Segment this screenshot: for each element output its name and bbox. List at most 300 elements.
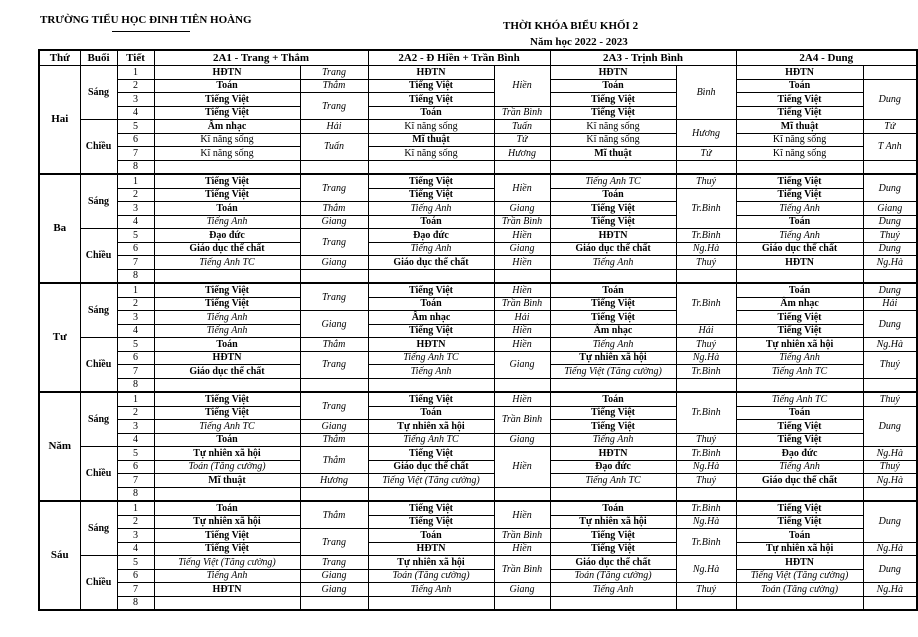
period-cell: 4 — [117, 106, 154, 120]
subject-cell: Kĩ năng sống — [154, 133, 300, 147]
school-name: TRƯỜNG TIỂU HỌC ĐINH TIÊN HOÀNG — [40, 14, 252, 26]
day-cell: Tư — [39, 283, 80, 392]
subject-cell: Mĩ thuật — [154, 474, 300, 488]
teacher-cell — [494, 378, 550, 392]
subject-cell: Toán — [368, 297, 494, 311]
teacher-cell: Tứ — [863, 120, 917, 134]
teacher-cell: Hiền — [494, 501, 550, 529]
teacher-cell: Thắm — [300, 433, 368, 447]
subject-cell: Toán — [368, 215, 494, 229]
subject-cell: Giáo dục thể chất — [550, 242, 676, 256]
subject-cell: Toán — [736, 79, 863, 93]
table-row — [39, 106, 917, 120]
subject-cell: Đạo đức — [368, 229, 494, 243]
subject-cell: Tự nhiên xã hội — [736, 338, 863, 352]
subject-cell: Toán — [550, 79, 676, 93]
subject-cell: Tiếng Việt — [550, 215, 676, 229]
subject-cell: Toán — [154, 501, 300, 515]
teacher-cell: Tr.Bình — [676, 501, 736, 515]
teacher-cell — [300, 596, 368, 610]
col-header-2a4: 2A4 - Dung — [736, 50, 917, 66]
col-header-day: Thứ — [39, 50, 80, 66]
subject-cell: HĐTN — [368, 338, 494, 352]
subject-cell: Tiếng Việt — [154, 542, 300, 556]
period-cell: 7 — [117, 583, 154, 597]
teacher-cell — [676, 596, 736, 610]
subject-cell: HĐTN — [154, 66, 300, 80]
period-cell: 4 — [117, 433, 154, 447]
teacher-cell: Thuý — [863, 229, 917, 243]
subject-cell — [494, 487, 550, 501]
table-row — [39, 93, 917, 107]
subject-cell: Tiếng Việt — [368, 515, 494, 529]
table-row — [39, 338, 917, 352]
subject-cell: Tiếng Việt — [736, 311, 863, 325]
subject-cell: Tiếng Việt — [550, 420, 676, 434]
school-underline — [112, 31, 190, 32]
teacher-cell: Thắm — [300, 79, 368, 93]
subject-cell: Tiếng Việt — [154, 93, 300, 107]
teacher-cell — [676, 378, 736, 392]
subject-cell: Toán — [154, 79, 300, 93]
subject-cell: Tiếng Việt — [368, 324, 494, 338]
subject-cell: Tiếng Việt (Tăng cường) — [736, 569, 863, 583]
teacher-cell: Hiền — [494, 338, 550, 352]
subject-cell: Tiếng Việt — [550, 202, 676, 216]
teacher-cell: Hải — [676, 324, 736, 338]
subject-cell: Tiếng Việt — [368, 93, 494, 107]
period-cell: 3 — [117, 529, 154, 543]
header-row — [39, 50, 917, 66]
table-row — [39, 447, 917, 461]
subject-cell: Tự nhiên xã hội — [368, 556, 494, 570]
subject-cell: Tự nhiên xã hội — [154, 515, 300, 529]
teacher-cell: Giang — [494, 202, 550, 216]
teacher-cell: Ng.Hà — [676, 242, 736, 256]
teacher-cell: Dung — [863, 79, 917, 120]
session-cell: Chiều — [80, 229, 117, 284]
subject-cell: Toán (Tăng cường) — [550, 569, 676, 583]
session-cell: Sáng — [80, 66, 117, 120]
table-row — [39, 174, 917, 188]
teacher-cell: Hiền — [494, 324, 550, 338]
subject-cell: HĐTN — [736, 256, 863, 270]
teacher-cell: Trang — [300, 283, 368, 311]
teacher-cell: Trần Bình — [494, 106, 550, 120]
subject-cell — [368, 160, 494, 174]
subject-cell: Tiếng Việt — [550, 406, 676, 420]
subject-cell: Tiếng Anh — [550, 338, 676, 352]
subject-cell: HĐTN — [154, 583, 300, 597]
table-row — [39, 147, 917, 161]
subject-cell: Tiếng Việt — [368, 447, 494, 461]
session-cell: Chiều — [80, 338, 117, 393]
subject-cell: HĐTN — [154, 351, 300, 365]
subject-cell: HĐTN — [368, 66, 494, 80]
teacher-cell — [494, 160, 550, 174]
teacher-cell: Tứ — [676, 147, 736, 161]
teacher-cell: Trang — [300, 174, 368, 202]
table-row — [39, 392, 917, 406]
subject-cell: Tiếng Việt — [736, 188, 863, 202]
period-cell: 5 — [117, 229, 154, 243]
subject-cell — [154, 487, 300, 501]
subject-cell: Tự nhiên xã hội — [550, 351, 676, 365]
teacher-cell: Dung — [863, 406, 917, 447]
table-row — [39, 569, 917, 583]
subject-cell — [550, 160, 676, 174]
subject-cell: Tiếng Anh — [736, 229, 863, 243]
period-cell: 1 — [117, 283, 154, 297]
subject-cell: Mĩ thuật — [368, 133, 494, 147]
subject-cell: Tiếng Việt — [368, 283, 494, 297]
teacher-cell — [863, 596, 917, 610]
table-row — [39, 120, 917, 134]
subject-cell: Kĩ năng sống — [154, 147, 300, 161]
subject-cell: Tiếng Việt — [736, 515, 863, 529]
teacher-cell: Ng.Hà — [676, 556, 736, 583]
subject-cell: Toán — [736, 283, 863, 297]
subject-cell: Tiếng Anh TC — [368, 351, 494, 365]
col-header-period: Tiết — [117, 50, 154, 66]
period-cell: 8 — [117, 160, 154, 174]
subject-cell: Toán — [550, 392, 676, 406]
table-row — [39, 596, 917, 610]
subject-cell: Tiếng Việt — [154, 406, 300, 420]
teacher-cell: Tr.Bình — [676, 365, 736, 379]
subject-cell: Đạo đức — [736, 447, 863, 461]
period-cell: 1 — [117, 392, 154, 406]
teacher-cell: Giang — [494, 583, 550, 597]
subject-cell: Toán — [736, 215, 863, 229]
subject-cell: Toán — [550, 188, 676, 202]
col-header-session: Buổi — [80, 50, 117, 66]
subject-cell: Tiếng Việt — [550, 93, 676, 107]
period-cell: 5 — [117, 120, 154, 134]
subject-cell: Tiếng Anh — [736, 460, 863, 474]
teacher-cell: Trần Bình — [494, 529, 550, 543]
teacher-cell: Hiền — [494, 283, 550, 297]
table-row — [39, 133, 917, 147]
teacher-cell: Hiền — [494, 229, 550, 243]
teacher-cell: Tuấn — [300, 133, 368, 160]
subject-cell: Âm nhạc — [736, 297, 863, 311]
teacher-cell: Ng.Hà — [676, 351, 736, 365]
teacher-cell: Thuý — [676, 338, 736, 352]
teacher-cell — [494, 269, 550, 283]
subject-cell: Tiếng Việt — [736, 420, 863, 434]
subject-cell: Âm nhạc — [154, 120, 300, 134]
school-year: Năm học 2022 - 2023 — [530, 36, 628, 48]
subject-cell: Tiếng Việt — [736, 106, 863, 120]
day-cell: Sáu — [39, 501, 80, 610]
subject-cell: Giáo dục thể chất — [368, 460, 494, 474]
table-row — [39, 160, 917, 174]
subject-cell — [368, 596, 494, 610]
subject-cell: Tiếng Việt — [368, 174, 494, 188]
table-row — [39, 311, 917, 325]
col-header-2a2: 2A2 - Đ Hiền + Trần Bình — [368, 50, 550, 66]
subject-cell: Âm nhạc — [550, 324, 676, 338]
teacher-cell: Dung — [863, 242, 917, 256]
subject-cell: Kĩ năng sống — [736, 133, 863, 147]
period-cell: 8 — [117, 487, 154, 501]
teacher-cell — [300, 487, 368, 501]
period-cell: 6 — [117, 242, 154, 256]
subject-cell: Tiếng Anh — [154, 569, 300, 583]
subject-cell: Tiếng Việt — [368, 392, 494, 406]
teacher-cell: Giang — [300, 583, 368, 597]
subject-cell: Toán — [154, 433, 300, 447]
period-cell: 8 — [117, 378, 154, 392]
subject-cell: Tiếng Việt — [550, 529, 676, 543]
teacher-cell: Hải — [863, 297, 917, 311]
teacher-cell: Thắm — [300, 501, 368, 529]
period-cell: 3 — [117, 93, 154, 107]
teacher-cell: Hải — [494, 311, 550, 325]
teacher-cell — [300, 160, 368, 174]
teacher-cell: Thuý — [676, 474, 736, 488]
teacher-cell: Ng.Hà — [863, 338, 917, 352]
teacher-cell: Hiền — [494, 447, 550, 488]
table-row — [39, 79, 917, 93]
subject-cell: Tiếng Anh — [154, 215, 300, 229]
teacher-cell: Ng.Hà — [863, 256, 917, 270]
subject-cell: Tiếng Anh TC — [154, 256, 300, 270]
teacher-cell: Ng.Hà — [863, 542, 917, 556]
period-cell: 8 — [117, 269, 154, 283]
teacher-cell — [300, 269, 368, 283]
subject-cell: Đạo đức — [154, 229, 300, 243]
teacher-cell: Ng.Hà — [863, 583, 917, 597]
subject-cell — [154, 160, 300, 174]
subject-cell: Tiếng Việt — [368, 188, 494, 202]
subject-cell: Tiếng Việt — [736, 93, 863, 107]
teacher-cell: Tr.Bình — [676, 229, 736, 243]
col-header-2a3: 2A3 - Trịnh Bình — [550, 50, 736, 66]
table-row — [39, 542, 917, 556]
period-cell: 2 — [117, 406, 154, 420]
teacher-cell: Trang — [300, 351, 368, 378]
teacher-cell: Giang — [300, 311, 368, 338]
teacher-cell: Giang — [300, 569, 368, 583]
teacher-cell: Hải — [300, 120, 368, 134]
teacher-cell — [550, 487, 676, 501]
period-cell: 4 — [117, 215, 154, 229]
subject-cell — [154, 378, 300, 392]
subject-cell: Đạo đức — [550, 460, 676, 474]
period-cell: 6 — [117, 351, 154, 365]
table-row — [39, 460, 917, 474]
table-row — [39, 365, 917, 379]
teacher-cell: Hiền — [494, 174, 550, 202]
subject-cell: HĐTN — [550, 66, 676, 80]
col-header-2a1: 2A1 - Trang + Thắm — [154, 50, 368, 66]
subject-cell: Tiếng Việt — [154, 106, 300, 120]
subject-cell — [368, 378, 494, 392]
table-row — [39, 242, 917, 256]
table-row — [39, 229, 917, 243]
subject-cell: Tự nhiên xã hội — [736, 542, 863, 556]
teacher-cell: Ng.Hà — [863, 474, 917, 488]
subject-cell: HĐTN — [550, 447, 676, 461]
subject-cell: Tiếng Anh TC — [736, 392, 863, 406]
subject-cell: Toán — [550, 501, 676, 515]
subject-cell: Tiếng Việt — [550, 542, 676, 556]
table-row — [39, 188, 917, 202]
period-cell: 5 — [117, 447, 154, 461]
teacher-cell: Giang — [494, 242, 550, 256]
subject-cell: Tiếng Việt (Tăng cường) — [154, 556, 300, 570]
subject-cell: Tiếng Việt — [154, 283, 300, 297]
session-cell: Sáng — [80, 283, 117, 338]
period-cell: 1 — [117, 501, 154, 515]
teacher-cell: Trang — [300, 229, 368, 256]
session-cell: Chiều — [80, 120, 117, 175]
teacher-cell: Giang — [863, 202, 917, 216]
subject-cell: Giáo dục thể chất — [736, 242, 863, 256]
timetable — [38, 49, 918, 611]
period-cell: 7 — [117, 474, 154, 488]
period-cell: 6 — [117, 133, 154, 147]
period-cell: 6 — [117, 460, 154, 474]
period-cell: 5 — [117, 338, 154, 352]
day-cell: Năm — [39, 392, 80, 501]
subject-cell — [676, 487, 736, 501]
teacher-cell: Giang — [494, 433, 550, 447]
subject-cell: Tiếng Việt — [154, 392, 300, 406]
teacher-cell: Trang — [300, 392, 368, 420]
period-cell: 3 — [117, 420, 154, 434]
subject-cell: Tiếng Việt — [736, 174, 863, 188]
teacher-cell: Thuý — [863, 351, 917, 378]
teacher-cell: Thuý — [676, 256, 736, 270]
subject-cell: Tiếng Anh — [550, 583, 676, 597]
teacher-cell: Tr.Bình — [676, 283, 736, 324]
teacher-cell — [863, 269, 917, 283]
subject-cell: Toán (Tăng cường) — [736, 583, 863, 597]
teacher-cell: Hiền — [494, 256, 550, 270]
subject-cell: HĐTN — [368, 542, 494, 556]
table-row — [39, 351, 917, 365]
teacher-cell: Bình — [676, 66, 736, 120]
subject-cell — [736, 596, 863, 610]
subject-cell: Tiếng Việt — [154, 529, 300, 543]
subject-cell: Tiếng Anh — [154, 311, 300, 325]
subject-cell: Tự nhiên xã hội — [368, 420, 494, 434]
subject-cell: Toán — [368, 529, 494, 543]
period-cell: 3 — [117, 202, 154, 216]
subject-cell — [154, 269, 300, 283]
day-cell: Ba — [39, 174, 80, 283]
subject-cell: Toán — [736, 529, 863, 543]
teacher-cell: Tr.Bình — [676, 447, 736, 461]
teacher-cell — [863, 378, 917, 392]
subject-cell: Kĩ năng sống — [550, 120, 676, 134]
subject-cell: Tiếng Việt — [736, 324, 863, 338]
subject-cell: Tiếng Việt — [154, 188, 300, 202]
subject-cell: Tự nhiên xã hội — [154, 447, 300, 461]
table-row — [39, 487, 917, 501]
period-cell: 2 — [117, 188, 154, 202]
teacher-cell: Hương — [676, 120, 736, 147]
subject-cell — [550, 378, 676, 392]
period-cell: 4 — [117, 542, 154, 556]
subject-cell: Toán — [368, 406, 494, 420]
table-row — [39, 256, 917, 270]
subject-cell: Tiếng Việt — [154, 297, 300, 311]
table-row — [39, 583, 917, 597]
teacher-cell: Tr.Bình — [676, 392, 736, 433]
period-cell: 5 — [117, 556, 154, 570]
teacher-cell: Trần Bình — [494, 556, 550, 583]
table-row — [39, 283, 917, 297]
teacher-cell: Trang — [300, 66, 368, 80]
period-cell: 8 — [117, 596, 154, 610]
subject-cell: Toán — [550, 283, 676, 297]
teacher-cell: Giang — [494, 351, 550, 378]
period-cell: 1 — [117, 174, 154, 188]
teacher-cell: Trần Bình — [494, 215, 550, 229]
period-cell: 7 — [117, 365, 154, 379]
subject-cell: Tiếng Anh TC — [550, 174, 676, 188]
table-row — [39, 269, 917, 283]
teacher-cell: Thuý — [863, 460, 917, 474]
subject-cell: Tiếng Việt — [550, 311, 676, 325]
subject-cell: Tiếng Anh — [736, 202, 863, 216]
subject-cell: Tự nhiên xã hội — [550, 515, 676, 529]
subject-cell — [368, 269, 494, 283]
session-cell: Sáng — [80, 392, 117, 447]
subject-cell: Kĩ năng sống — [368, 147, 494, 161]
subject-cell: Tiếng Anh — [368, 202, 494, 216]
subject-cell: Giáo dục thể chất — [368, 256, 494, 270]
subject-cell — [736, 269, 863, 283]
period-cell: 6 — [117, 569, 154, 583]
teacher-cell: Thắm — [300, 202, 368, 216]
teacher-cell: Hương — [300, 474, 368, 488]
subject-cell: Giáo dục thể chất — [550, 556, 676, 570]
teacher-cell — [300, 378, 368, 392]
period-cell: 2 — [117, 79, 154, 93]
teacher-cell: Dung — [863, 501, 917, 542]
table-row — [39, 215, 917, 229]
teacher-cell: Dung — [863, 311, 917, 338]
subject-cell: Mĩ thuật — [736, 120, 863, 134]
subject-cell: Tiếng Việt — [736, 433, 863, 447]
subject-cell: HĐTN — [736, 66, 863, 80]
table-row — [39, 324, 917, 338]
table-row — [39, 378, 917, 392]
subject-cell — [368, 487, 494, 501]
teacher-cell: Giang — [300, 256, 368, 270]
teacher-cell: Trần Bình — [494, 406, 550, 433]
subject-cell: Kĩ năng sống — [550, 133, 676, 147]
subject-cell: Kĩ năng sống — [368, 120, 494, 134]
period-cell: 1 — [117, 66, 154, 80]
teacher-cell: Trần Bình — [494, 297, 550, 311]
subject-cell: Tiếng Việt — [550, 297, 676, 311]
teacher-cell — [736, 487, 863, 501]
teacher-cell: Giang — [300, 215, 368, 229]
subject-cell: Tiếng Anh — [154, 324, 300, 338]
table-row — [39, 420, 917, 434]
subject-cell: Toán — [736, 406, 863, 420]
table-row — [39, 433, 917, 447]
teacher-cell: Thuý — [676, 174, 736, 188]
period-cell: 4 — [117, 324, 154, 338]
subject-cell: Tiếng Việt (Tăng cường) — [550, 365, 676, 379]
